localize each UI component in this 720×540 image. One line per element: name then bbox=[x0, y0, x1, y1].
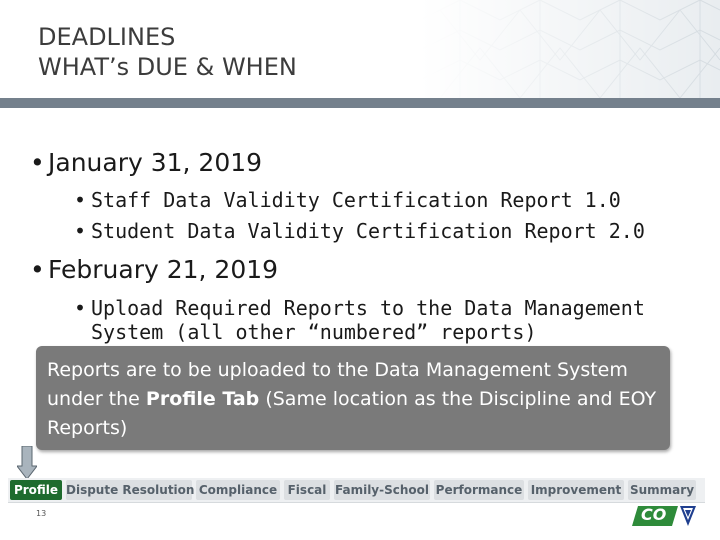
bullet-glyph: • bbox=[30, 255, 45, 284]
tab-fiscal[interactable]: Fiscal bbox=[284, 480, 330, 500]
callout-text-part: Reports are to be uploaded to the Data Management System under the bbox=[47, 359, 628, 410]
bullet-glyph: • bbox=[74, 296, 87, 320]
tab-summary[interactable]: Summary bbox=[628, 480, 696, 500]
title-line-1: DEADLINES bbox=[38, 23, 176, 51]
down-arrow-icon bbox=[17, 446, 37, 480]
page-number: 13 bbox=[36, 509, 47, 518]
callout-emphasis: Profile Tab bbox=[145, 388, 260, 410]
callout-text bbox=[47, 356, 662, 443]
callout-box bbox=[36, 346, 670, 450]
deadline-bullet-2 bbox=[30, 255, 278, 284]
deadline-bullet-1 bbox=[30, 148, 262, 177]
tab-profile[interactable]: Profile bbox=[10, 480, 62, 500]
deadline-date-1: January 31, 2019 bbox=[48, 148, 263, 177]
sub-bullet bbox=[74, 219, 645, 243]
geometric-pattern-background bbox=[420, 0, 720, 98]
callout-text-part: (Same location as the Discipline and EOY Reports) bbox=[47, 388, 657, 439]
slide-header bbox=[0, 0, 720, 98]
tab-family-school[interactable]: Family-School bbox=[334, 480, 430, 500]
bullet-glyph: • bbox=[30, 148, 45, 177]
bullet-glyph: • bbox=[74, 188, 87, 212]
tab-improvement[interactable]: Improvement bbox=[528, 480, 624, 500]
deadline-date-2: February 21, 2019 bbox=[48, 255, 279, 284]
bullet-glyph: • bbox=[74, 219, 87, 243]
tab-performance[interactable]: Performance bbox=[434, 480, 524, 500]
header-divider-bar bbox=[0, 98, 720, 108]
tab-compliance[interactable]: Compliance bbox=[196, 480, 280, 500]
title-line-2: WHAT’s DUE & WHEN bbox=[38, 53, 297, 81]
tab-bar bbox=[8, 478, 705, 503]
slide-title bbox=[38, 22, 297, 82]
sub-bullet-text: Upload Required Reports to the Data Management System (all other “numbered” reports) bbox=[91, 296, 645, 344]
sub-bullet bbox=[74, 188, 621, 212]
tab-dispute-resolution[interactable]: Dispute Resolution bbox=[66, 480, 192, 500]
sub-bullet-text: Student Data Validity Certification Report 2.0 bbox=[91, 219, 645, 243]
sub-bullet-text: Staff Data Validity Certification Report 1.0 bbox=[91, 188, 621, 212]
logo-text: CO bbox=[641, 505, 667, 524]
sub-bullet bbox=[74, 296, 674, 344]
